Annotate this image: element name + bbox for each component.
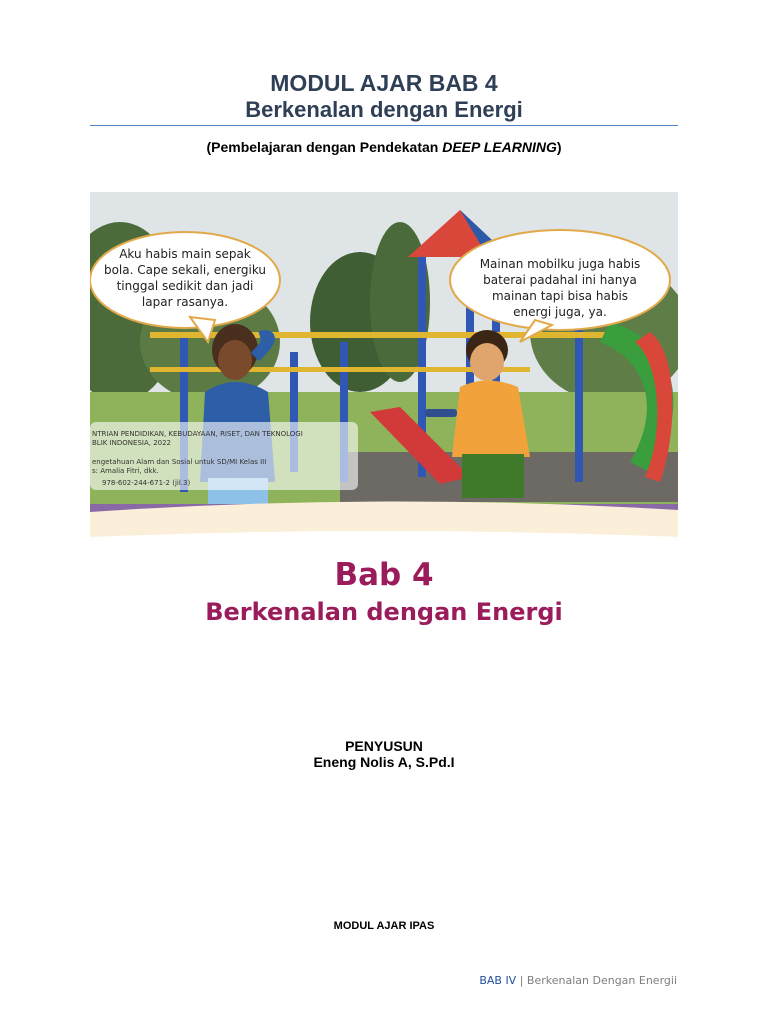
title-divider [90,125,678,126]
subtitle [0,139,768,155]
bubble-left-line-2: bola. Cape sekali, energiku [103,263,267,277]
footer-chapter: BAB IV [479,974,517,987]
bubble-right-line-2: baterai padahal ini hanya [483,273,637,287]
bubble-left-line-3: tinggal sedikit dan jadi [116,279,254,293]
publisher-line-1: NTRIAN PENDIDIKAN, KEBUDAYAAN, RISET, DAN TEKNOLOGI [92,430,303,438]
chapter-title: Berkenalan dengan Energi [205,598,563,626]
cover-illustration [90,192,678,552]
author-name: Eneng Nolis A, S.Pd.I [313,754,455,770]
publisher-line-3: engetahuan Alam dan Sosial untuk SD/MI Kelas III [92,458,267,466]
title-line-2: Berkenalan dengan Energi [245,97,523,122]
bubble-right-line-1: Mainan mobilku juga habis [479,257,641,271]
chapter-number: Bab 4 [334,557,434,593]
author-label: PENYUSUN [345,738,423,754]
subtitle-suffix: ) [556,139,562,155]
subtitle-emphasis: DEEP LEARNING [442,139,557,155]
page-footer [479,974,677,987]
publisher-line-5: 978-602-244-671-2 (jil.3) [102,479,191,487]
bubble-left-line-1: Aku habis main sepak [119,247,251,261]
author-block [0,738,768,770]
title-line-1: MODUL AJAR BAB 4 [270,70,498,96]
module-label: MODUL AJAR IPAS [333,920,435,932]
footer-title: Berkenalan Dengan Energii [526,974,677,987]
document-title [0,70,768,123]
bubble-left-line-4: lapar rasanya. [141,295,229,309]
subtitle-prefix: (Pembelajaran dengan Pendekatan [206,139,443,155]
footer-separator: | [516,974,527,987]
bubble-right-line-3: mainan tapi bisa habis [491,289,629,303]
publisher-line-4: s: Amalia Fitri, dkk. [92,467,159,475]
publisher-line-2: BLIK INDONESIA, 2022 [92,439,172,447]
bubble-right-line-4: energi juga, ya. [513,305,607,319]
